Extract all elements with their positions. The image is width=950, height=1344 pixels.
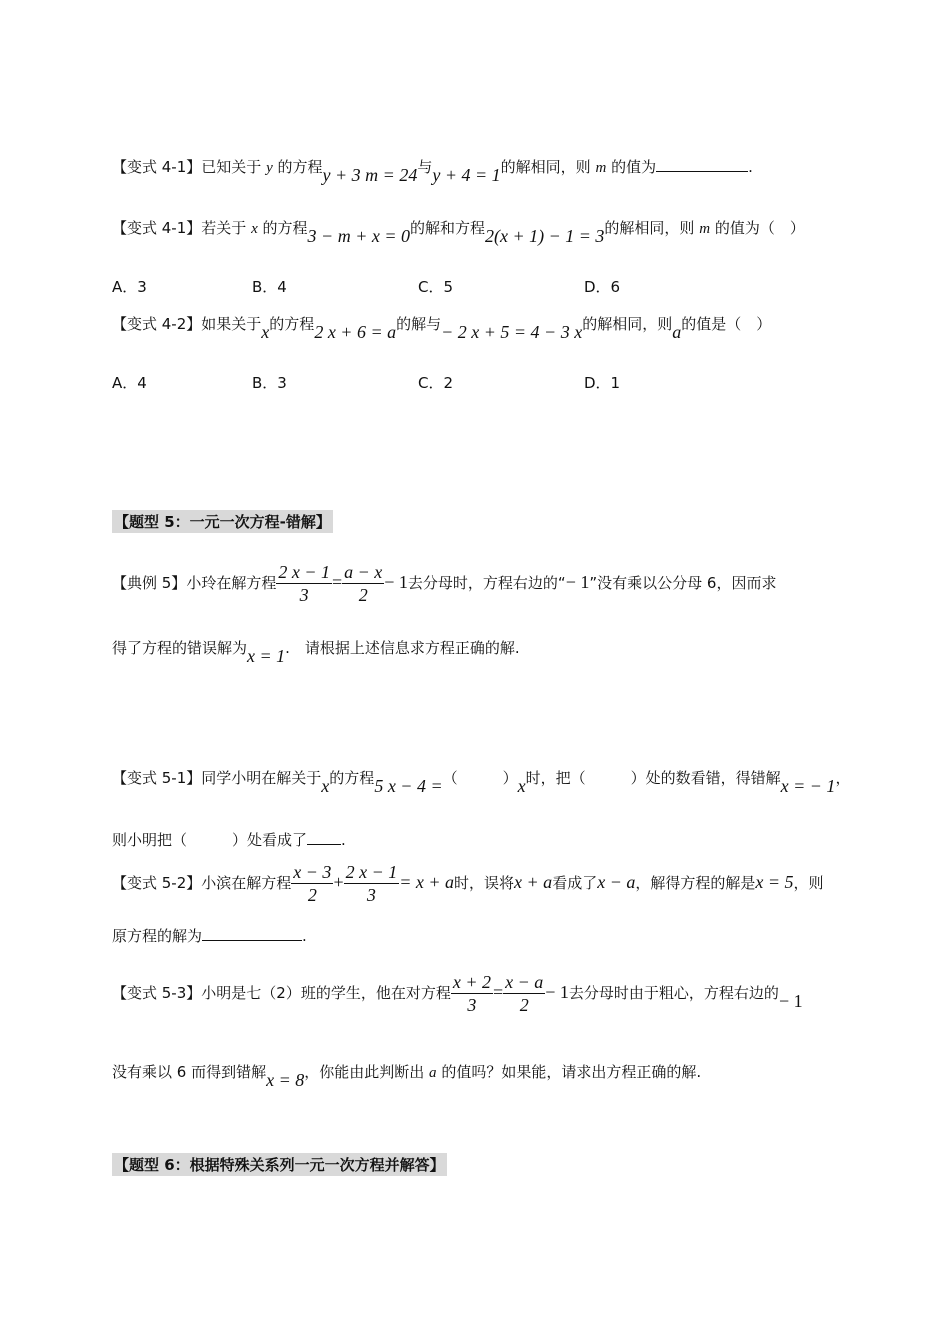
option-d[interactable]: D．1 xyxy=(584,374,621,392)
problem-5-3-line2: 没有乘以 6 而得到错解x = 8，你能由此判断出 a 的值吗？如果能，请求出方程正确的解. xyxy=(112,1063,702,1090)
problem-4-2: 【变式 4-2】如果关于x的方程2 x + 6 = a的解与− 2 x + 5 = 4 − 3 x的解相同，则a的值是（ ） xyxy=(112,315,772,342)
equation: 2 x + 6 = a xyxy=(314,322,397,342)
fraction: $\frac{2 x - 1}{3}$ xyxy=(278,562,330,605)
problem-4-1a: 【变式 4-1】已知关于 y 的方程y + 3 m = 24与y + 4 = 1的解相同，则 m 的值为 . xyxy=(112,155,753,179)
option-d[interactable]: D．6 xyxy=(584,278,621,296)
fraction: $\frac{x - 3}{2}$ xyxy=(293,862,332,905)
fraction: $\frac{x + 2}{3}$ xyxy=(452,972,491,1015)
solution: x = 1 xyxy=(247,646,286,666)
equation: 5 x − 4 = xyxy=(374,776,443,796)
fraction: $\frac{2 x - 1}{3}$ xyxy=(345,862,398,905)
problem-label: 【变式 4-1】 xyxy=(112,158,202,176)
problem-5-3: 【变式 5-3】小明是七（2）班的学生，他在对方程 $\frac{x + 2}{3}$ = $\frac{x - a}{2}$ − 1去分母时由于粗心，方程右边的− 1 xyxy=(112,972,803,1015)
equation: y + 4 = 1 xyxy=(432,165,501,185)
option-c[interactable]: C．5 xyxy=(418,278,454,296)
problem-label: 【变式 4-1】 xyxy=(112,219,202,237)
option-a[interactable]: A．4 xyxy=(112,374,147,392)
problem-label: 【变式 5-2】 xyxy=(112,874,202,892)
problem-5-2: 【变式 5-2】小滨在解方程 $\frac{x - 3}{2}$ + $\frac{2 x - 1}{3}$ = x + a时，误将x + a看成了x − a，解得方程的解是x = 5，则 xyxy=(112,862,824,905)
problem-5-1: 【变式 5-1】同学小明在解关于x的方程5 x − 4 =（ ）x时，把（ ）处的数看错，得错解x = − 1， xyxy=(112,769,851,796)
solution: x = − 1 xyxy=(780,776,836,796)
section-heading-6: 【题型 6：根据特殊关系列一元一次方程并解答】 xyxy=(112,1153,447,1176)
problem-label: 【变式 5-3】 xyxy=(112,984,202,1002)
equation: y + 3 m = 24 xyxy=(322,165,418,185)
section-heading-5: 【题型 5：一元一次方程-错解】 xyxy=(112,510,333,533)
example-5-line2: 得了方程的错误解为x = 1. 请根据上述信息求方程正确的解. xyxy=(112,639,520,666)
problem-4-1b: 【变式 4-1】若关于 x 的方程3 − m + x = 0的解和方程2(x + 1) − 1 = 3的解相同，则 m 的值为（ ） xyxy=(112,219,805,246)
answer-blank[interactable] xyxy=(202,924,302,941)
option-a[interactable]: A．3 xyxy=(112,278,147,296)
option-b[interactable]: B．3 xyxy=(252,374,287,392)
option-c[interactable]: C．2 xyxy=(418,374,454,392)
example-5: 【典例 5】小玲在解方程 $\frac{2 x - 1}{3}$ = $\frac{a - x}{2}$ − 1去分母时，方程右边的“− 1”没有乘以公分母 6，因而求 xyxy=(112,562,777,605)
solution: x = 8 xyxy=(266,1070,305,1090)
equation: 3 − m + x = 0 xyxy=(307,226,410,246)
fraction: $\frac{a - x}{2}$ xyxy=(344,562,383,605)
equation: − 2 x + 5 = 4 − 3 x xyxy=(441,322,583,342)
problem-5-2-line2: 原方程的解为 . xyxy=(112,924,307,947)
problem-label: 【典例 5】 xyxy=(112,574,187,592)
option-b[interactable]: B．4 xyxy=(252,278,287,296)
answer-blank[interactable] xyxy=(307,828,341,845)
answer-blank[interactable] xyxy=(656,155,748,172)
equation: 2(x + 1) − 1 = 3 xyxy=(485,226,605,246)
fraction: $\frac{x - a}{2}$ xyxy=(505,972,544,1015)
problem-label: 【变式 5-1】 xyxy=(112,769,202,787)
problem-5-1-line2: 则小明把（ ）处看成了 . xyxy=(112,828,346,851)
problem-label: 【变式 4-2】 xyxy=(112,315,202,333)
